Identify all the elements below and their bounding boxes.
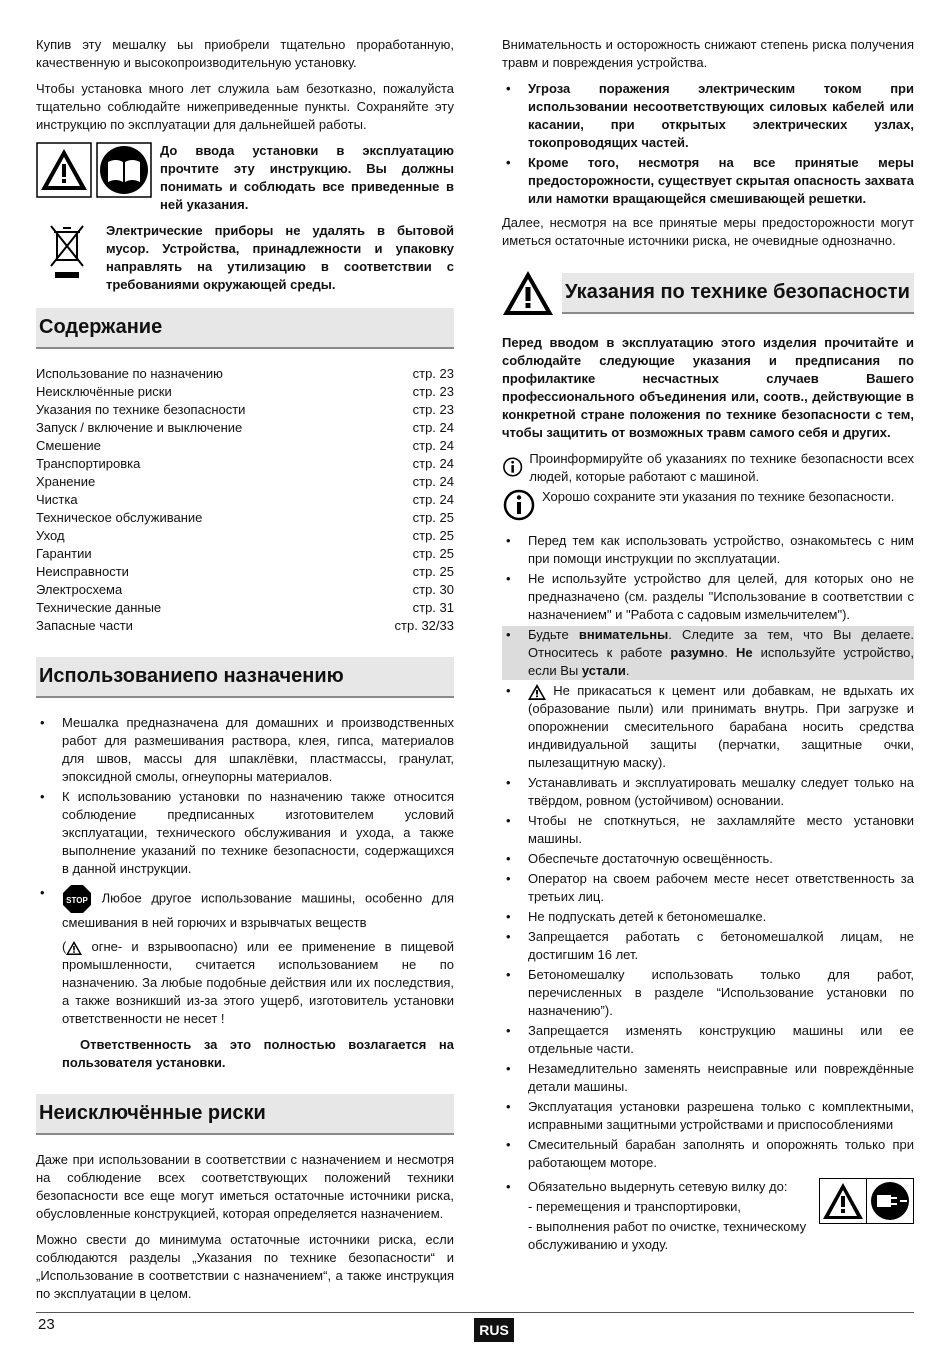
disposal-notice-text: Электрические приборы не удалять в бытовой мусор. Устройства, принадлежности и упаковку направлять на утилизацию в соответствии с требованиями окружающей среды. [106,223,454,292]
toc-label: Уход [36,528,65,543]
toc-row [36,491,454,509]
warning-triangle-icon [528,684,546,700]
toc-label: Неисключённые риски [36,384,172,399]
info-icon [502,450,523,484]
warning-triangle-icon [66,941,82,955]
toc-row [36,383,454,401]
toc-row [36,365,454,383]
toc-label: Техническое обслуживание [36,510,203,525]
list-item: • Чтобы не споткнуться, не захламляйте место установки машины. [502,812,914,848]
safety-list [502,532,914,1172]
intro-paragraph: Чтобы установка много лет служила ьам безотказно, пожалуйста тщательно соблюдайте нижеприведенные пункты. Сохраняйте эту инструкцию по эксплуатации для дальнейшей работы. [36,81,454,132]
usage-heading: Использованиепо назначению [36,657,454,698]
safety-intro: Перед вводом в эксплуатацию этого изделия прочитайте и соблюдайте следующие указания и предписания по профилактике несчастных случаев Вашего профессионального объединения или, соотв., действующие в конкретной стране положения по технике безопасности с тем, чтобы защитить от возможных травм самого себя и других. [502,335,914,440]
list-item: • Не подпускать детей к бетономешалке. [502,908,914,926]
toc-label: Смешение [36,438,101,453]
list-item: • Бетономешалку использовать только для работ, перечисленных в разделе “Использование установки по назначению”). [502,966,914,1020]
list-item: • Не используйте устройство для целей, для которых оно не предназначено (см. разделы "Использование в соответствии с назначением" и "Работа с садовым измельчителем"). [502,570,914,624]
toc-row [36,473,454,491]
caution-paragraph: Внимательность и осторожность снижают степень риска получения травм и повреждения устройства. [502,37,914,70]
toc-row [36,455,454,473]
toc-label: Гарантии [36,546,92,561]
list-item: • Обеспечьте достаточную освещённость. [502,850,914,868]
toc-page: стр. 24 [412,456,454,471]
read-notice-text: До ввода установки в эксплуатацию прочтите эту инструкцию. Вы должны понимать и соблюдать все приведенные в ней указания. [160,143,454,212]
intro-paragraph: Купив эту мешалку ьы приобрели тщательно проработанную, качественную и высокопроизводительную установку. [36,37,454,70]
table-of-contents [36,365,454,635]
risks-paragraph: Можно свести до минимума остаточные источники риска, если соблюдаются разделы „Указания по технике безопасности“ и „Использование в соответствии с назначением“, а также инструкция по эксплуатации в целом. [36,1232,454,1301]
unplug-sub: - выполнения работ по очистке, техническому обслуживанию и уходу. [528,1219,807,1252]
toc-label: Хранение [36,474,96,489]
toc-page: стр. 24 [412,420,454,435]
list-item [36,884,454,932]
page-number: 23 [38,1316,55,1333]
highlighted-list-item: • Будьте внимательны. Следите за тем, что Вы делаете. Относитесь к работе разумно. Не используйте устройство, если Вы устали. [502,626,914,680]
list-item: • Устанавливать и эксплуатировать мешалку следует только на твёрдом, ровном (устойчивом) основании. [502,774,914,810]
crossed-bin-icon [49,222,85,284]
toc-label: Транспортировка [36,456,141,471]
toc-row [36,563,454,581]
toc-page: стр. 24 [412,474,454,489]
toc-page: стр. 32/33 [394,618,454,633]
read-manual-icon [96,142,152,198]
toc-label: Запасные части [36,618,133,633]
toc-row [36,509,454,527]
language-badge: RUS [474,1318,514,1342]
list-item: • Эксплуатация установки разрешена только с комплектными, исправными защитными устройствами и приспособлениями [502,1098,914,1134]
info-note [502,488,914,522]
toc-label: Запуск / включение и выключение [36,420,243,435]
toc-row [36,401,454,419]
residual-paragraph: Далее, несмотря на все принятые меры предосторожности могут иметься остаточные источники риска, не очевидные однозначно. [502,215,914,248]
info-text: Хорошо сохраните эти указания по технике безопасности. [542,489,895,504]
safety-section-header [502,270,914,316]
toc-page: стр. 24 [412,492,454,507]
list-item: • Мешалка предназначена для домашних и производственных работ для размешивания раствора, клея, гипса, материалов для швов, массы для шпаклёвки, пластмассы, гранулат, эпоксидной смолы, огнеупорны материалов. [36,714,454,786]
list-item: • Не прикасаться к цемент или добавкам, не вдыхать их (образование пыли) или принимать внутрь. При загрузке и опорожнении смесительного барабана носить средства индивидуальной защиты (перчатки, защитные очки, пылезащитную маску). [502,682,914,772]
stop-text: Любое другое использование машины, особенно для смешивания в ней горючих и взрывчатых веществ [62,890,454,930]
toc-label: Использование по назначению [36,366,223,381]
footer-divider [36,1312,914,1313]
toc-page: стр. 30 [412,582,454,597]
toc-row [36,581,454,599]
list-item: • Запрещается работать с бетономешалкой лицам, не достигшим 16 лет. [502,928,914,964]
toc-row [36,527,454,545]
unplug-icons [819,1178,914,1224]
toc-page: стр. 25 [412,510,454,525]
toc-row [36,545,454,563]
right-column [502,36,914,1254]
warning-triangle-icon [820,1179,866,1223]
toc-label: Неисправности [36,564,129,579]
read-manual-notice [36,142,454,214]
toc-page: стр. 23 [412,402,454,417]
hazard-list [502,80,914,208]
toc-label: Технические данные [36,600,162,615]
list-item: • Обязательно выдернуть сетевую вилку до: [502,1178,813,1196]
list-item: • Незамедлительно заменять неисправные или повреждённые детали машины. [502,1060,914,1096]
toc-page: стр. 23 [412,384,454,399]
list-item: • Угроза поражения электрическим током при использовании несоответствующих силовых кабелей или касании, при открытых электрических узлах, токопроводящих частей. [502,80,914,152]
stop-continuation: ( огне- и взрывоопасно) или ее применение в пищевой промышленности, считается использованием не по назначению. За любые подобные действия или их последствия, а также возникший из-за этого ущерб, изготовитель установки ответственности не несет ! [62,939,454,1026]
toc-row [36,437,454,455]
toc-label: Чистка [36,492,78,507]
disposal-notice [36,222,454,294]
toc-page: стр. 25 [412,528,454,543]
info-text: Проинформируйте об указаниях по технике безопасности всех людей, которые работают с машиной. [529,451,914,484]
toc-row [36,599,454,617]
list-item: • Перед тем как использовать устройство, ознакомьтесь с ним при помощи инструкции по эксплуатации. [502,532,914,568]
toc-page: стр. 25 [412,564,454,579]
responsibility-text: Ответственность за это полностью возлагается на пользователя установки. [62,1037,454,1070]
toc-row [36,419,454,437]
toc-page: стр. 25 [412,546,454,561]
info-icon [502,488,536,522]
risks-heading: Неисключённые риски [36,1094,454,1135]
toc-heading: Содержание [36,308,454,349]
list-item: • Оператор на своем рабочем месте несет ответственность за третьих лиц. [502,870,914,906]
toc-label: Указания по технике безопасности [36,402,246,417]
list-item: • Смесительный барабан заполнять и опорожнять только при работающем моторе. [502,1136,914,1172]
unplug-block [502,1178,914,1254]
toc-page: стр. 24 [412,438,454,453]
usage-list [36,714,454,932]
toc-label: Электросхема [36,582,123,597]
safety-heading: Указания по технике безопасности [562,273,914,314]
info-note [502,450,914,486]
toc-page: стр. 31 [412,600,454,615]
left-column [36,36,454,1311]
unplug-sub: - перемещения и транспортировки, [528,1199,742,1214]
list-item: • Кроме того, несмотря на все принятые меры предосторожности, существует скрытая опасность захвата или намотки вращающейся смешивающей решетки. [502,154,914,208]
list-item: • К использованию установки по назначению также относится соблюдение предписанных изготовителем условий эксплуатации, технического обслуживания и ухода, а также выполнение указаний по технике безопасности, содержащихся в данной инструкции. [36,788,454,878]
warning-triangle-icon [502,270,554,316]
toc-page: стр. 23 [412,366,454,381]
stop-sign-icon [62,884,92,914]
warning-triangle-icon [36,142,92,198]
unplug-icon [866,1179,913,1223]
svg-text:STOP: • STOP [66,896,88,905]
toc-row [36,617,454,635]
risks-paragraph: Даже при использовании в соответствии с назначением и несмотря на соблюдение всех соответствующих положений техники безопасности все еще могут иметься остаточные источники риска, обусловленные конструкцией, которая определяется назначением. [36,1152,454,1221]
list-item: • Запрещается изменять конструкцию машины или ее отдельные части. [502,1022,914,1058]
